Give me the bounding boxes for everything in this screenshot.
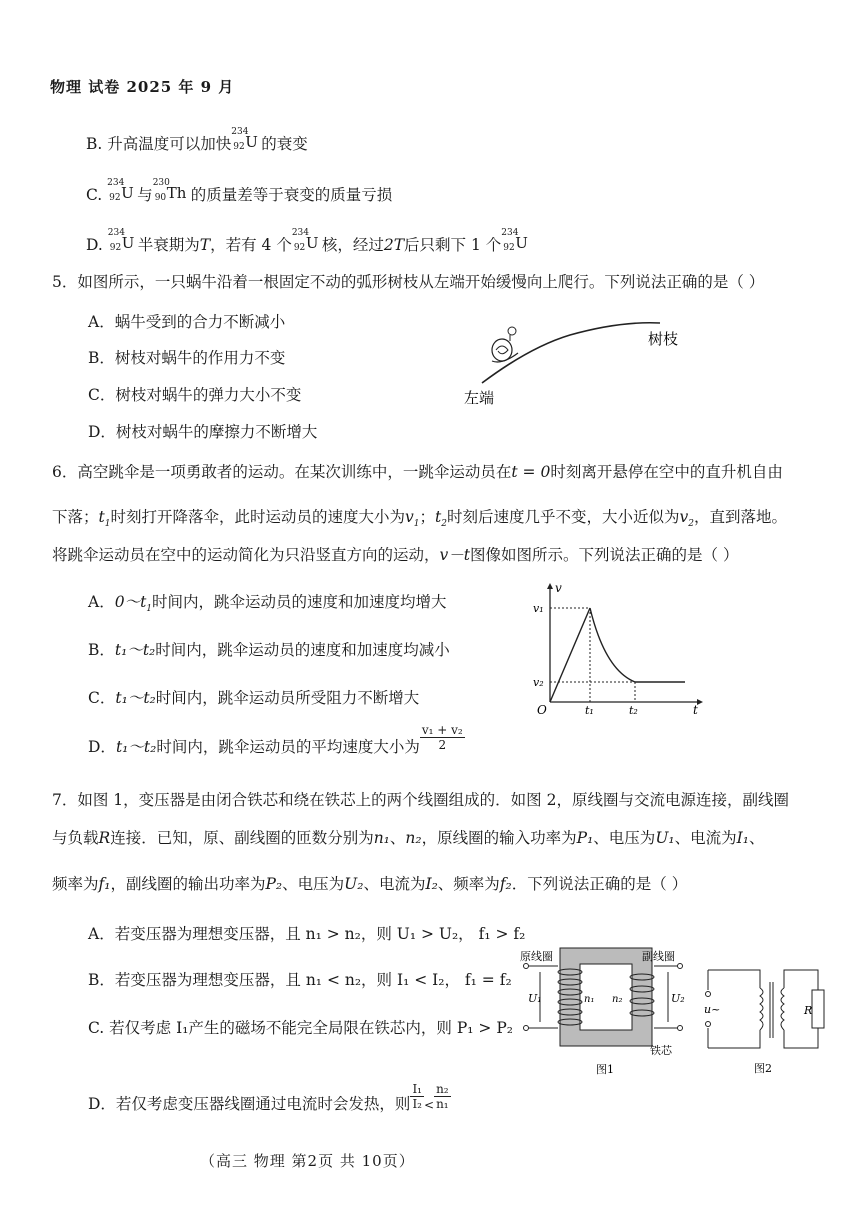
current-ratio: $\frac{\text{I₁}}{\text{I₂}}$	[412, 1081, 422, 1111]
branch-label: 树枝	[648, 330, 679, 348]
svg-text:图1: 图1	[596, 1063, 614, 1076]
svg-text:t₁: t₁	[585, 704, 594, 715]
left-end-label: 左端	[464, 389, 495, 407]
svg-text:铁芯: 铁芯	[650, 1044, 672, 1057]
transformer-circuit-figure-2	[700, 960, 830, 1077]
svg-text:副线圈: 副线圈	[642, 950, 675, 963]
q7-line2: 与负载R连接．已知，原、副线圈的匝数分别为n₁、n₂，原线圈的输入功率为P₁、电压为U₁、电流为I₁、	[52, 829, 765, 847]
svg-text:u~: u~	[704, 1003, 721, 1016]
svg-text:原线圈: 原线圈	[520, 950, 553, 963]
svg-text:v₁: v₁	[533, 602, 544, 615]
transformer-figure-1	[518, 942, 688, 1077]
q5-option-c: C．树枝对蜗牛的弹力大小不变	[88, 386, 302, 404]
turns-ratio: $\frac{\text{n₂}}{\text{n₁}}$	[436, 1081, 449, 1111]
isotope-u234: 234 92 U	[107, 228, 135, 253]
q7-option-b: B．若变压器为理想变压器，且 n₁ < n₂，则 I₁ < I₂， f₁ = f₂	[88, 971, 512, 989]
q4-option-b: B. 升高温度可以加快 234 92 U 的衰变	[86, 127, 308, 153]
q5-option-b: B．树枝对蜗牛的作用力不变	[88, 349, 286, 367]
q6-option-d: D．t₁～t₂时间内，跳伞运动员的平均速度大小为 $\frac{\text{v₁ + v₂}}{2}$	[88, 722, 463, 756]
secondary-winding	[781, 988, 784, 1030]
svg-text:n₁: n₁	[584, 994, 595, 1005]
q6-option-b: B．t₁～t₂时间内，跳伞运动员的速度和加速度均减小	[88, 641, 450, 659]
q7-line1: 7．如图 1，变压器是由闭合铁芯和绕在铁芯上的两个线圈组成的．如图 2，原线圈与交流电源连接，副线圈	[52, 791, 789, 809]
isotope-u234: 234 92 U	[501, 228, 528, 253]
svg-text:图2: 图2	[754, 1062, 772, 1075]
q6-line1: 6．高空跳伞是一项勇敢者的运动。在某次训练中，一跳伞运动员在t = 0时刻离开悬停在空中的直升机自由	[52, 463, 783, 481]
q7-option-d: D．若仅考虑变压器线圈通过电流时会发热，则 $\frac{\text{I₁}}{\text{I₂}}$ < $\frac{\text{n₂}}{\text{n₁}}$	[88, 1081, 449, 1113]
svg-text:U₁: U₁	[528, 992, 542, 1005]
isotope-u234: 234 92 U	[107, 178, 134, 203]
page-footer: （高三 物理 第2页 共 10页）	[200, 1152, 415, 1170]
vt-graph	[525, 580, 705, 715]
q7-option-a: A．若变压器为理想变压器，且 n₁ > n₂，则 U₁ > U₂， f₁ > f₂	[88, 925, 526, 943]
svg-text:t: t	[693, 703, 698, 715]
isotope-u234: 234 92 U	[231, 127, 258, 152]
svg-text:O: O	[537, 703, 547, 715]
q5-option-d: D．树枝对蜗牛的摩擦力不断增大	[88, 423, 318, 441]
svg-text:v: v	[555, 581, 562, 595]
q7-option-c: C. 若仅考虑 I₁产生的磁场不能完全局限在铁芯内，则 P₁ > P₂	[88, 1019, 513, 1037]
isotope-u234: 234 92 U	[291, 228, 319, 253]
q5-option-a: A．蜗牛受到的合力不断减小	[88, 313, 286, 331]
q4-option-c: C. 234 92 U 与 230 90 Th 的质量差等于衰变的质量亏损	[86, 178, 393, 204]
svg-text:v₂: v₂	[533, 676, 544, 689]
q6-line2: 下落；$t_1$时刻打开降落伞，此时运动员的速度大小为$v_1$；$t_2$时刻后速度几乎不变，大小近似为$v_2$，直到落地。	[52, 508, 788, 530]
isotope-th230: 230 90 Th	[152, 178, 187, 203]
svg-text:U₂: U₂	[671, 992, 685, 1005]
snail-branch-figure	[460, 305, 700, 410]
q6-option-c: C．t₁～t₂时间内，跳伞运动员所受阻力不断增大	[88, 689, 420, 707]
q6-option-a: A．$0\sim t_1$时间内，跳伞运动员的速度和加速度均增大	[88, 593, 447, 615]
q4-option-d: D. 234 92 U 半衰期为T，若有 4 个 234 92 U 核，经过2T后只剩下 1 个 234 92 U	[86, 233, 531, 255]
load-resistor	[812, 990, 824, 1028]
svg-text:n₂: n₂	[612, 994, 623, 1005]
snail-icon	[492, 327, 518, 362]
svg-text:R: R	[804, 1004, 813, 1017]
q7-line3: 频率为f₁，副线圈的输出功率为P₂、电压为U₂、电流为I₂、频率为f₂．下列说法正确的是（ ）	[52, 875, 688, 893]
q5-stem: 5．如图所示，一只蜗牛沿着一根固定不动的弧形树枝从左端开始缓慢向上爬行。下列说法正确的是（ ）	[52, 273, 765, 291]
avg-velocity-fraction: $\frac{\text{v₁ + v₂}}{2}$	[421, 722, 463, 752]
svg-text:t₂: t₂	[629, 704, 638, 715]
primary-winding	[760, 988, 763, 1030]
q6-line3: 将跳伞运动员在空中的运动简化为只沿竖直方向的运动，v－t图像如图所示。下列说法正确的是（ ）	[52, 546, 739, 564]
branch-curve	[482, 323, 660, 383]
page-header: 物理 试卷 2025 年 9 月	[50, 78, 235, 96]
